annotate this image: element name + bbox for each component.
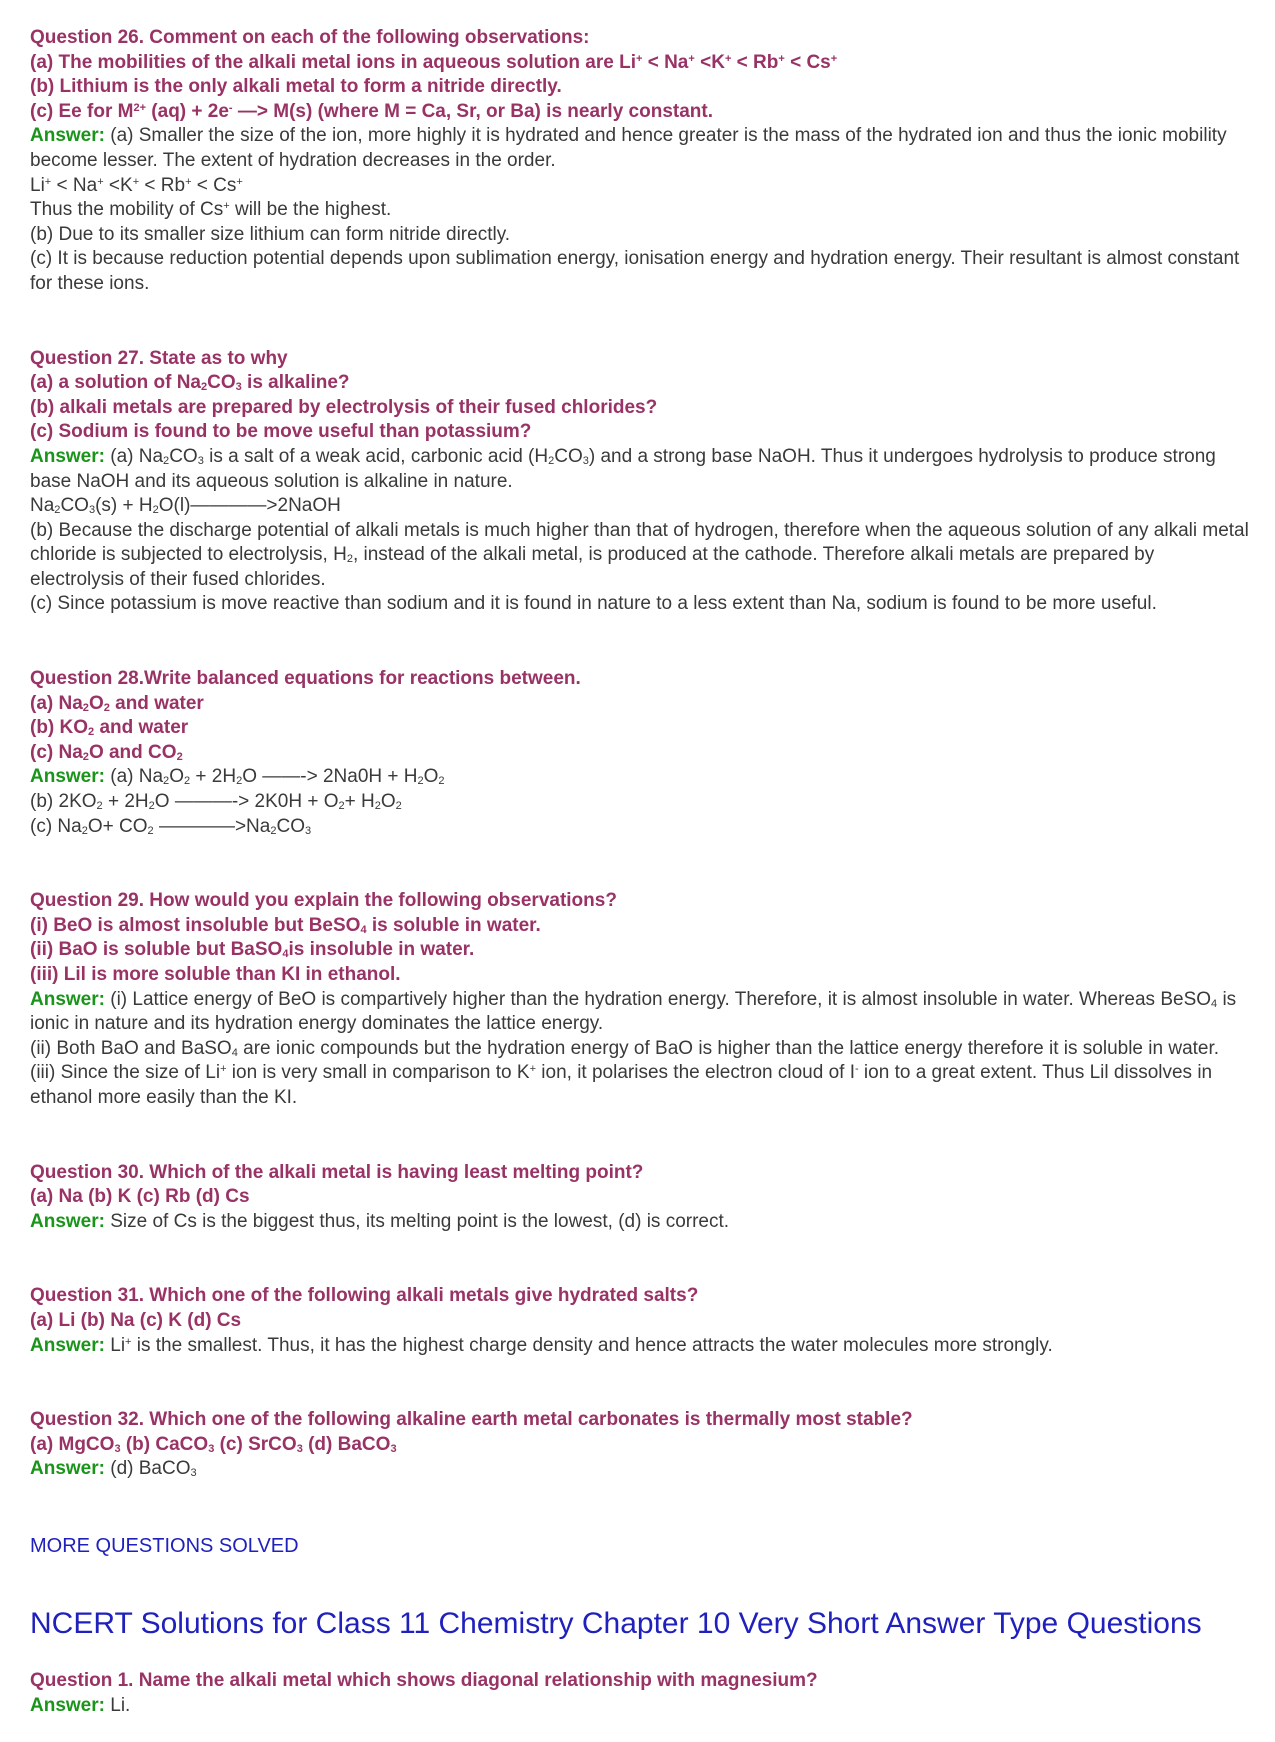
question-line: Question 30. Which of the alkali metal is having least melting point? (30, 1161, 644, 1183)
qa-block-vsa-question-1 (30, 1669, 1253, 1718)
question-line: (i) BeO is almost insoluble but BeSO$_4$ is soluble in water. (30, 914, 541, 936)
answer-line: Answer: Li. (30, 1694, 131, 1716)
qa-block-question-27 (30, 347, 1253, 618)
question-line: (b) Lithium is the only alkali metal to form a nitride directly. (30, 76, 562, 98)
answer-line: Answer: (a) $Na_2O_2 + 2H_2O$ ——-> $2Na0H + H_2O_2$ (30, 766, 445, 788)
question-line: (a) $Na_2O_2$ and water (30, 692, 204, 714)
body-line: (ii) Both BaO and BaSO$_4$ are ionic compounds but the hydration energy of BaO is higher than the lattice energy therefore it is soluble in water. (30, 1037, 1220, 1059)
answer-label: Answer: (30, 125, 105, 147)
question-line: (iii) Lil is more soluble than KI in ethanol. (30, 964, 401, 985)
qa-block-question-28 (30, 667, 1253, 839)
question-line: Question 32. Which one of the following alkaline earth metal carbonates is thermally most stable? (30, 1409, 913, 1431)
question-line: Question 1. Name the alkali metal which shows diagonal relationship with magnesium? (30, 1669, 818, 1691)
answer-line: Answer: (a) $Na_2CO_3$ is a salt of a weak acid, carbonic acid $(H_2CO_3)$ and a strong base NaOH. Thus it undergoes hydrolysis to produce strong base NaOH and its aqueous solution is alkaline in nature. (30, 445, 1216, 492)
question-line: (c) $Na_2O$ and $CO_2$ (30, 741, 183, 763)
qa-block-question-31 (30, 1284, 1253, 1358)
question-line: (a) MgCO$_3$ (b) CaCO$_3$ (c) SrCO$_3$ (d) BaCO$_3$ (30, 1433, 397, 1455)
answer-line: Answer: (a) Smaller the size of the ion, more highly it is hydrated and hence greater is the mass of the hydrated ion and thus the ionic mobility become lesser. The extent of hydration decreases in the order. (30, 125, 1227, 171)
qa-block-question-32 (30, 1408, 1253, 1482)
question-line: Question 31. Which one of the following alkali metals give hydrated salts? (30, 1285, 699, 1307)
body-line: (iii) Since the size of Li+ ion is very small in comparison to K+ ion, it polarises the electron cloud of I- ion to a great extent. Thus Lil dissolves in ethanol more easily than the KI. (30, 1062, 1213, 1108)
question-line: Question 28.Write balanced equations for reactions between. (30, 668, 581, 690)
answer-label: Answer: (30, 1458, 105, 1480)
question-line: Question 26. Comment on each of the following observations: (30, 27, 590, 48)
section-heading: NCERT Solutions for Class 11 Chemistry Chapter 10 Very Short Answer Type Questions (30, 1606, 1202, 1640)
question-line: (ii) BaO is soluble but BaSO$_4$is insoluble in water. (30, 939, 475, 961)
answer-line: Answer: (i) Lattice energy of BeO is compartively higher than the hydration energy. Therefore, it is almost insoluble in water. Whereas BeSO$_4$ is ionic in nature and its hydration energy dominates the lattice energy. (30, 988, 1237, 1035)
question-line: (b) $KO_2$ and water (30, 717, 189, 739)
answer-line: Answer: Li+ is the smallest. Thus, it has the highest charge density and hence attracts the water molecules more strongly. (30, 1334, 1053, 1356)
body-line: (b) Because the discharge potential of alkali metals is much higher than that of hydrogen, therefore when the aqueous solution of any alkali metal chloride is subjected to electrolysis, $H_2$, instead of the alkali metal, is produced at the cathode. Therefore alkali metals are prepared by electrolysis of their fused chlorides. (30, 519, 1249, 590)
answer-label: Answer: (30, 766, 105, 788)
body-line: (b) $2KO_2 + 2H_2O$ ———-> $2K0H + O_2+ H_2O_2$ (30, 791, 402, 813)
body-line: Thus the mobility of Cs+ will be the highest. (30, 199, 392, 221)
answer-line: Answer: (d) BaCO$_3$ (30, 1458, 197, 1480)
body-line: (c) Since potassium is move reactive than sodium and it is found in nature to a less extent than Na, sodium is found to be more useful. (30, 593, 1157, 615)
answer-line: Answer: Size of Cs is the biggest thus, its melting point is the lowest, (d) is correct. (30, 1210, 730, 1232)
body-line: (b) Due to its smaller size lithium can form nitride directly. (30, 223, 511, 245)
question-line: (c) Sodium is found to be move useful than potassium? (30, 421, 532, 443)
answer-label: Answer: (30, 445, 105, 467)
question-line: (a) a solution of $Na_2CO_3$ is alkaline? (30, 372, 350, 394)
answer-label: Answer: (30, 1210, 105, 1232)
question-line: Question 29. How would you explain the following observations? (30, 890, 617, 912)
qa-block-question-29 (30, 889, 1253, 1110)
body-line: Li+ < Na+ <K+ < Rb+ < Cs+ (30, 174, 243, 196)
question-line: (a) Na (b) K (c) Rb (d) Cs (30, 1186, 250, 1208)
answer-label: Answer: (30, 1694, 105, 1716)
qa-block-question-30 (30, 1161, 1253, 1235)
question-line: (b) alkali metals are prepared by electrolysis of their fused chlorides? (30, 396, 658, 418)
answer-label: Answer: (30, 988, 105, 1010)
document-content (30, 26, 1253, 1718)
question-line: (a) The mobilities of the alkali metal ions in aqueous solution are Li+ < Na+ <K+ < Rb+ < Cs+ (30, 51, 838, 73)
body-line: $Na_2CO_3(s)$ + $H_2O(l)————>2NaOH$ (30, 495, 341, 517)
body-line: (c) $Na_2O+ CO_2$ $————>Na_2CO_3$ (30, 815, 312, 837)
question-line: (a) Li (b) Na (c) K (d) Cs (30, 1309, 242, 1331)
more-questions-link[interactable]: MORE QUESTIONS SOLVED (30, 1534, 299, 1557)
body-line: (c) It is because reduction potential depends upon sublimation energy, ionisation energy and hydration energy. Their resultant is almost constant for these ions. (30, 248, 1240, 294)
answer-label: Answer: (30, 1334, 105, 1356)
qa-block-question-26 (30, 26, 1253, 297)
question-line: Question 27. State as to why (30, 347, 288, 369)
question-line: (c) Ee for $M^{2+}$ (aq) + 2e- —> M(s) (where M = Ca, Sr, or Ba) is nearly constant. (30, 100, 714, 122)
